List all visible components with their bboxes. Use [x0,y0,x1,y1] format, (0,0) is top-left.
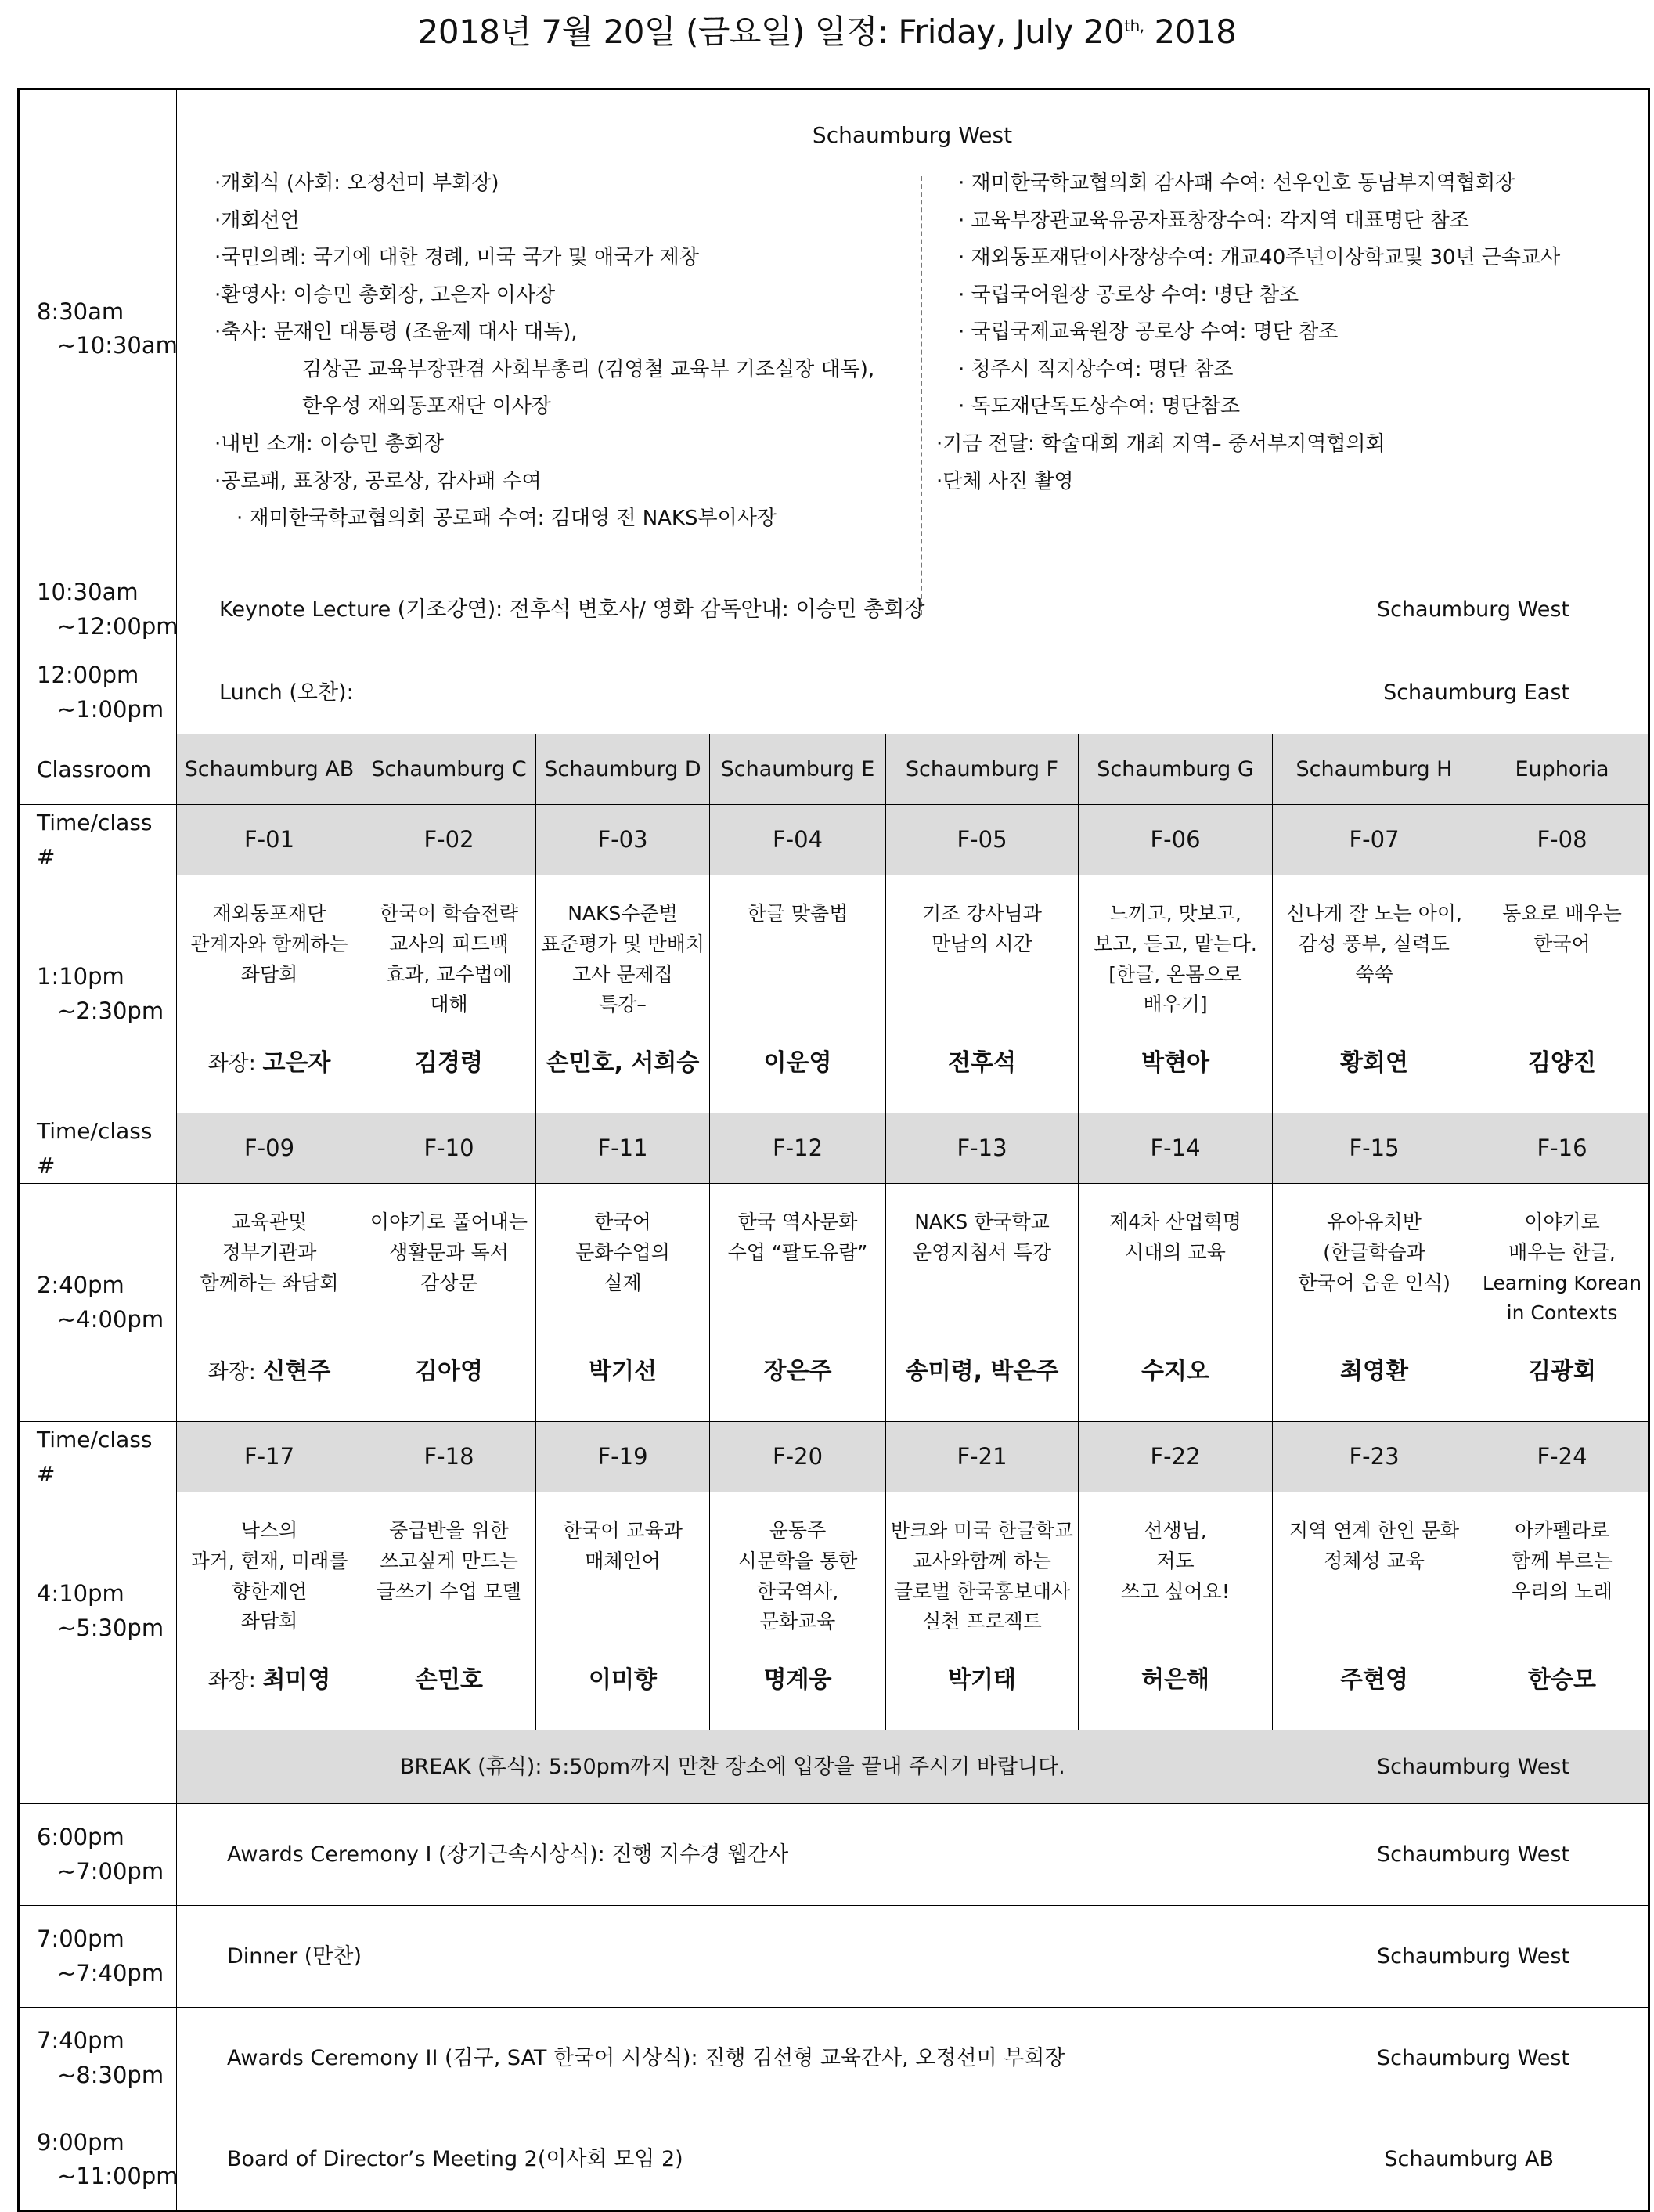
class-title-line: 제4차 산업혁명 [1109,1211,1241,1233]
class-title-line: 생활문과 독서 [389,1240,509,1264]
class-cell [710,875,886,1113]
page-title [0,6,1654,53]
list-item: ·국민의례: 국기에 대한 경례, 미국 국가 및 애국가 제창 [214,246,699,270]
class-code: F-16 [1476,1113,1649,1184]
presenter: 장은주 [763,1357,832,1385]
class-title-line: 쓰고 싶어요! [1121,1579,1230,1603]
class-code: F-11 [536,1113,710,1184]
class-cell [886,1492,1079,1730]
presenter: 한승모 [1528,1665,1596,1694]
class-cell [1079,875,1273,1113]
break-bar: BREAK (휴식): 5:50pm까지 만찬 장소에 입장을 끝내 주시기 바랍니다. Schaumburg West [177,1730,1649,1804]
schedule-table [17,88,1650,2212]
list-item: ·축사: 문재인 대통령 (조윤제 대사 대독), [214,320,578,345]
class-cell [536,1492,710,1730]
class-cell [886,875,1079,1113]
timeclass-label: Time/class # [19,1422,177,1492]
class-cell [362,1184,536,1422]
class-blocks [19,805,1649,1730]
class-title-line: 반크와 미국 한글학교 [890,1519,1074,1542]
class-cell [536,1184,710,1422]
break-spacer [19,1730,177,1804]
class-title-line: 실제 [604,1271,642,1294]
class-title-line: 동요로 배우는 [1502,902,1622,925]
class-title-line: 재외동포재단 [212,902,326,925]
timeclass-label: Time/class # [19,1113,177,1184]
class-code: F-14 [1079,1113,1273,1184]
class-cell [1079,1492,1273,1730]
presenter: 주현영 [1340,1665,1408,1694]
list-item: · 재미한국학교협의회 공로패 수여: 김대영 전 NAKS부이사장 [236,507,777,531]
class-title-line: 아카펠라로 [1515,1519,1609,1542]
class-code: F-19 [536,1422,710,1492]
class-code: F-03 [536,805,710,875]
class-title-line: 좌담회 [240,1610,298,1633]
classroom-row [19,734,1649,805]
class-title-line: 배우기] [1143,993,1208,1016]
presenter: 전후석 [948,1048,1016,1077]
class-title-line: 이야기로 [1524,1211,1600,1233]
class-title-line: 함께 부르는 [1512,1549,1613,1572]
class-title-line: 느끼고, 맛보고, [1109,902,1241,925]
class-title-line: 선생님, [1144,1519,1207,1542]
keynote-row [19,568,1649,651]
class-code: F-13 [886,1113,1079,1184]
class-title-line: 쑥쑥 [1355,962,1393,986]
lunch-time: 12:00pm ~1:00pm [19,651,177,734]
opening-venue: Schaumburg West [812,122,1013,148]
list-item: ·공로패, 표창장, 공로상, 감사패 수여 [214,469,542,493]
class-title-line: 한국어 교육과 [563,1519,683,1542]
opening-row [19,89,1649,568]
class-title-line: 보고, 듣고, 맡는다. [1094,932,1257,955]
class-cell [1476,1492,1649,1730]
list-item: ·단체 사진 촬영 [936,469,1074,493]
class-title-line: 교사와함께 하는 [913,1549,1051,1572]
room-header: Euphoria [1476,734,1649,805]
class-code: F-18 [362,1422,536,1492]
evening-row [19,2109,1649,2211]
class-title-line: Learning Korean [1482,1271,1642,1294]
evening-time: 7:40pm ~8:30pm [19,2008,177,2109]
class-session-row [19,875,1649,1113]
class-cell [710,1492,886,1730]
class-code: F-05 [886,805,1079,875]
class-title-line: 특강– [599,993,647,1016]
presenter: 송미령, 박은주 [905,1357,1059,1385]
class-title-line: 고사 문제집 [572,962,673,986]
title-superscript: th, [1124,16,1144,35]
class-code: F-09 [177,1113,362,1184]
room-header: Schaumburg H [1273,734,1476,805]
class-cell [1476,1184,1649,1422]
class-title-line: 한글 맞춤법 [747,902,849,925]
list-item: · 청주시 직지상수여: 명단 참조 [958,357,1234,381]
class-title-line: 효과, 교수법에 [386,962,512,986]
evening-session: Board of Director’s Meeting 2(이사회 모임 2) Schaumburg AB [177,2109,1649,2211]
list-item: · 국립국어원장 공로상 수여: 명단 참조 [958,283,1299,307]
presenter: 허은해 [1141,1665,1209,1694]
lunch-session: Lunch (오찬): Schaumburg East [177,651,1649,734]
class-title-line: 저도 [1156,1549,1195,1572]
presenter: 김광회 [1528,1357,1596,1385]
class-title-line: 우리의 노래 [1512,1579,1613,1603]
evening-time: 7:00pm ~7:40pm [19,1906,177,2008]
class-title-line: 문화교육 [759,1610,836,1633]
class-cell [710,1184,886,1422]
presenter: 박기선 [589,1357,657,1385]
class-title-line: 한국어 [594,1211,651,1233]
class-title-line: 좌담회 [240,962,298,986]
class-title-line: 향한제언 [231,1579,308,1603]
list-item: ·개회선언 [214,208,300,233]
evening-time: 9:00pm ~11:00pm [19,2109,177,2211]
class-title-line: 배우는 한글, [1508,1240,1616,1264]
class-code: F-04 [710,805,886,875]
class-code: F-06 [1079,805,1273,875]
column-divider [921,176,922,615]
class-cell [1079,1184,1273,1422]
presenter: 김아영 [415,1357,483,1385]
presenter: 이운영 [763,1048,832,1077]
class-title-line: 감상문 [420,1271,477,1294]
class-title-line: 중급반을 위한 [389,1519,509,1542]
presenter: 최영환 [1340,1357,1408,1385]
break-row [19,1730,1649,1804]
class-title-line: 정체성 교육 [1324,1549,1425,1572]
class-cell [177,875,362,1113]
list-item: ·기금 전달: 학술대회 개최 지역– 중서부지역협의회 [936,432,1386,456]
room-header: Schaumburg AB [177,734,362,805]
presenter: 박현아 [1141,1048,1209,1077]
class-title-line: 감성 풍부, 실력도 [1299,932,1450,955]
class-title-line: 기조 강사님과 [922,902,1042,925]
class-cell [886,1184,1079,1422]
opening-time: 8:30am ~10:30am [19,89,177,568]
class-title-line: 관계자와 함께하는 [190,932,348,955]
list-item: · 독도재단독도상수여: 명단참조 [958,395,1241,419]
class-title-line: 매체언어 [585,1549,661,1572]
class-title-line: 만남의 시간 [932,932,1032,955]
chair-prefix: 좌장: [207,1051,263,1076]
class-title-line: 표준평가 및 반배치 [540,932,705,955]
class-code: F-07 [1273,805,1476,875]
class-title-line: 한국어 음운 인식) [1298,1271,1450,1294]
class-code: F-12 [710,1113,886,1184]
class-title-line: 시문학을 통한 [737,1549,858,1572]
class-code: F-24 [1476,1422,1649,1492]
presenter: 좌장: 고은자 [207,1048,331,1077]
class-title-line: in Contexts [1506,1301,1618,1325]
class-cell [177,1492,362,1730]
list-item: 한우성 재외동포재단 이사장 [302,395,551,419]
list-item: 김상곤 교육부장관겸 사회부총리 (김영철 교육부 기조실장 대독), [302,357,875,381]
room-header: Schaumburg D [536,734,710,805]
class-title-line: (한글학습과 [1323,1240,1425,1264]
classroom-label: Classroom [19,734,177,805]
class-title-line: 교육관및 [231,1211,308,1233]
class-title-line: 쓰고싶게 만드는 [380,1549,518,1572]
class-title-line: NAKS수준별 [568,902,678,925]
class-title-line: NAKS 한국학교 [914,1211,1050,1233]
presenter: 손민호, 서희승 [546,1048,700,1077]
class-title-line: 문화수업의 [575,1240,670,1264]
class-title-line: 수업 “팔도유람” [727,1240,868,1264]
class-cell [1273,1184,1476,1422]
class-title-line: 윤동주 [769,1519,827,1542]
class-code: F-17 [177,1422,362,1492]
class-code: F-23 [1273,1422,1476,1492]
class-code: F-10 [362,1113,536,1184]
list-item: ·환영사: 이승민 총회장, 고은자 이사장 [214,283,556,307]
class-title-line: 한국 역사문화 [737,1211,858,1233]
class-title-line: 정부기관과 [222,1240,317,1264]
class-code: F-08 [1476,805,1649,875]
evening-row [19,1906,1649,2008]
presenter: 이미향 [589,1665,657,1694]
class-code: F-22 [1079,1422,1273,1492]
class-title-line: 운영지침서 특강 [913,1240,1051,1264]
evening-session: Awards Ceremony I (장기근속시상식): 진행 지수경 웹간사 Schaumburg West [177,1804,1649,1906]
room-header: Schaumburg C [362,734,536,805]
class-code: F-20 [710,1422,886,1492]
chair-prefix: 좌장: [207,1359,263,1384]
class-title-line: 신나게 잘 노는 아이, [1286,902,1462,925]
room-header: Schaumburg G [1079,734,1273,805]
class-cell [362,1492,536,1730]
class-title-line: 한국어 [1533,932,1591,955]
evening-row [19,2008,1649,2109]
class-title-line: 교사의 피드백 [389,932,509,955]
class-code: F-02 [362,805,536,875]
class-session-row [19,1492,1649,1730]
class-title-line: [한글, 온몸으로 [1108,962,1242,986]
timeclass-label: Time/class # [19,805,177,875]
evening-sessions [19,1804,1649,2211]
keynote-session: Keynote Lecture (기조강연): 전후석 변호사/ 영화 감독안내: 이승민 총회장 Schaumburg West [177,568,1649,651]
class-title-line: 실천 프로젝트 [922,1610,1042,1633]
class-title-line: 유아유치반 [1327,1211,1422,1233]
list-item: ·개회식 (사회: 오정선미 부회장) [214,171,499,195]
class-cell [1273,1492,1476,1730]
class-cell [362,875,536,1113]
lunch-row [19,651,1649,734]
evening-time: 6:00pm ~7:00pm [19,1804,177,1906]
opening-ceremony [177,89,1649,568]
list-item: · 재미한국학교협의회 감사패 수여: 선우인호 동남부지역협회장 [958,171,1515,195]
presenter: 김경령 [415,1048,483,1077]
room-header: Schaumburg E [710,734,886,805]
presenter: 좌장: 최미영 [207,1665,331,1694]
list-item: ·내빈 소개: 이승민 총회장 [214,432,444,456]
class-title-line: 시대의 교육 [1125,1240,1226,1264]
class-cell [1273,875,1476,1113]
class-cell [536,875,710,1113]
class-code: F-15 [1273,1113,1476,1184]
class-cell [1476,875,1649,1113]
class-code: F-21 [886,1422,1079,1492]
session-time: 4:10pm ~5:30pm [19,1492,177,1730]
room-header: Schaumburg F [886,734,1079,805]
presenter: 명계웅 [763,1665,832,1694]
presenter: 손민호 [415,1665,483,1694]
list-item: · 교육부장관교육유공자표창장수여: 각지역 대표명단 참조 [958,208,1469,233]
presenter: 황회연 [1340,1048,1408,1077]
opening-right-list [936,165,1654,500]
class-code: F-01 [177,805,362,875]
class-title-line: 한국역사, [756,1579,839,1603]
evening-session: Dinner (만찬) Schaumburg West [177,1906,1649,2008]
timeclass-row [19,805,1649,875]
presenter: 김양진 [1528,1048,1596,1077]
class-title-line: 한국어 학습전략 [380,902,518,925]
class-title-line: 이야기로 풀어내는 [369,1211,528,1233]
presenter: 박기태 [948,1665,1016,1694]
class-title-line: 대해 [430,993,468,1016]
keynote-time: 10:30am ~12:00pm [19,568,177,651]
title-year: 2018 [1144,13,1237,51]
timeclass-row [19,1113,1649,1184]
class-title-line: 낙스의 [240,1519,298,1542]
list-item: · 국립국제교육원장 공로상 수여: 명단 참조 [958,320,1339,345]
presenter: 수지오 [1141,1357,1209,1385]
chair-prefix: 좌장: [207,1668,263,1693]
title-text: 2018년 7월 20일 (금요일) 일정: Friday, July 20 [417,13,1125,51]
evening-session: Awards Ceremony II (김구, SAT 한국어 시상식): 진행 김선형 교육간사, 오정선미 부회장 Schaumburg West [177,2008,1649,2109]
class-title-line: 글쓰기 수업 모델 [377,1579,521,1603]
class-cell [177,1184,362,1422]
class-title-line: 함께하는 좌담회 [200,1271,339,1294]
session-time: 2:40pm ~4:00pm [19,1184,177,1422]
timeclass-row [19,1422,1649,1492]
evening-row [19,1804,1649,1906]
session-time: 1:10pm ~2:30pm [19,875,177,1113]
class-title-line: 지역 연계 한인 문화 [1288,1519,1460,1542]
class-title-line: 과거, 현재, 미래를 [190,1549,348,1572]
list-item: · 재외동포재단이사장상수여: 개교40주년이상학교및 30년 근속교사 [958,246,1561,270]
opening-left-list [214,165,919,538]
class-title-line: 글로벌 한국홍보대사 [893,1579,1071,1603]
presenter: 좌장: 신현주 [207,1357,331,1385]
class-session-row [19,1184,1649,1422]
